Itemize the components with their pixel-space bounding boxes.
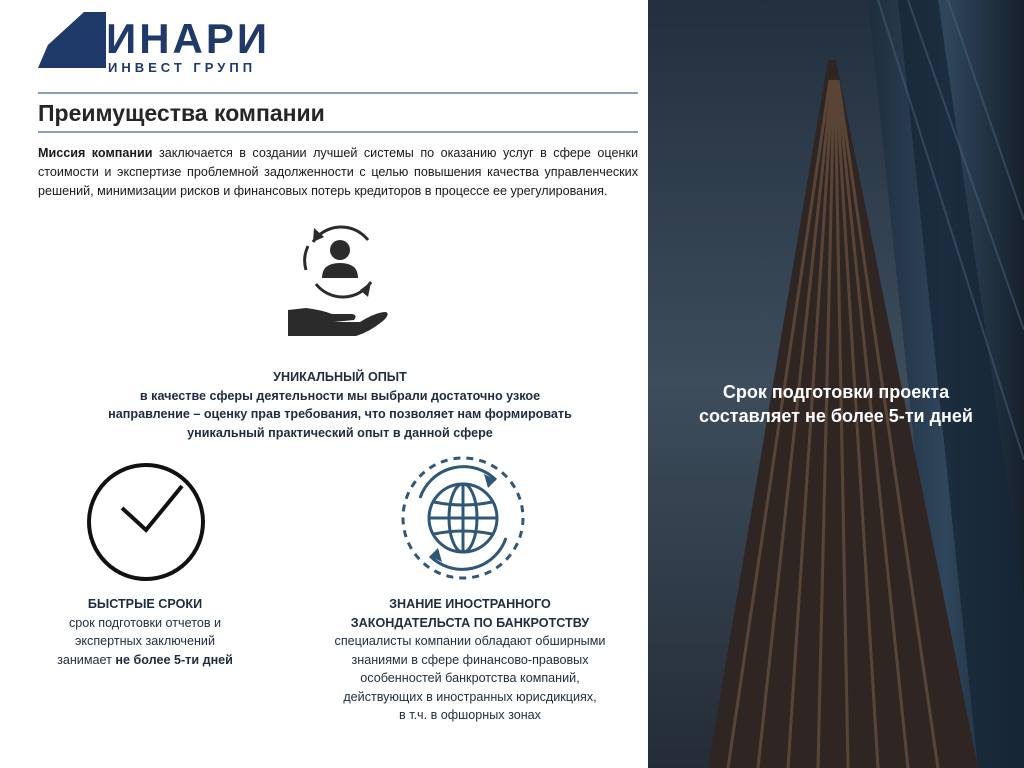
fast-title: БЫСТРЫЕ СРОКИ <box>87 597 203 611</box>
foreign-line-1: специалисты компании обладают обширными <box>334 634 606 648</box>
clock-icon <box>86 462 206 582</box>
right-caption <box>648 380 1024 428</box>
fast-line-3-prefix: занимает <box>57 652 116 667</box>
fast-line-3-bold: не более 5-ти дней <box>115 652 233 667</box>
foreign-line-3: особенностей банкротства компаний, <box>360 671 580 685</box>
foreign-law-block <box>300 595 640 725</box>
foreign-title-2: ЗАКОНДАТЕЛЬСТА ПО БАНКРОТСТВУ <box>350 615 590 630</box>
right-caption-line-2: составляет не более 5-ти дней <box>699 406 973 426</box>
foreign-line-2: знаниями в сфере финансово-правовых <box>351 652 589 667</box>
fast-terms-block <box>30 595 260 669</box>
mission-lead: Миссия компании <box>38 146 153 160</box>
foreign-title-1: ЗНАНИЕ ИНОСТРАННОГО <box>389 597 551 611</box>
foreign-line-5: в т.ч. в офшорных зонах <box>399 708 541 722</box>
fast-line-1: срок подготовки отчетов и <box>68 615 222 630</box>
unique-line-3: уникальный практический опыт в данной сфере <box>187 425 493 440</box>
title-divider <box>38 131 638 133</box>
globe-icon <box>398 454 528 582</box>
logo-mark-icon <box>38 12 108 72</box>
unique-line-1: в качестве сферы деятельности мы выбрали достаточно узкое <box>139 388 541 403</box>
unique-line-2: направление – оценку прав требования, что позволяет нам формировать <box>108 407 572 421</box>
foreign-line-4: действующих в иностранных юрисдикциях, <box>343 689 597 704</box>
mission-paragraph <box>38 144 638 201</box>
company-logo <box>38 12 288 74</box>
page-title: Преимущества компании <box>38 100 325 126</box>
building-photo-panel <box>648 0 1024 768</box>
unique-title: УНИКАЛЬНЫЙ ОПЫТ <box>273 370 407 384</box>
logo-title: ИНАРИ <box>106 15 271 62</box>
logo-subtitle: ИНВЕСТ ГРУПП <box>108 60 257 75</box>
right-caption-line-1: Срок подготовки проекта <box>722 382 950 402</box>
mission-text: заключается в создании лучшей системы по оказанию услуг в сфере оценки стоимости и экспертизе проблемной задолженности с целью повышения качества управленческих решений, минимизации рисков и финансовых потерь кредиторов в процессе ее урегулирования. <box>38 146 638 198</box>
hand-with-person-icon <box>282 218 392 343</box>
unique-experience-block <box>40 368 640 442</box>
top-divider <box>38 92 638 94</box>
fast-line-2: экспертных заключений <box>74 634 216 648</box>
